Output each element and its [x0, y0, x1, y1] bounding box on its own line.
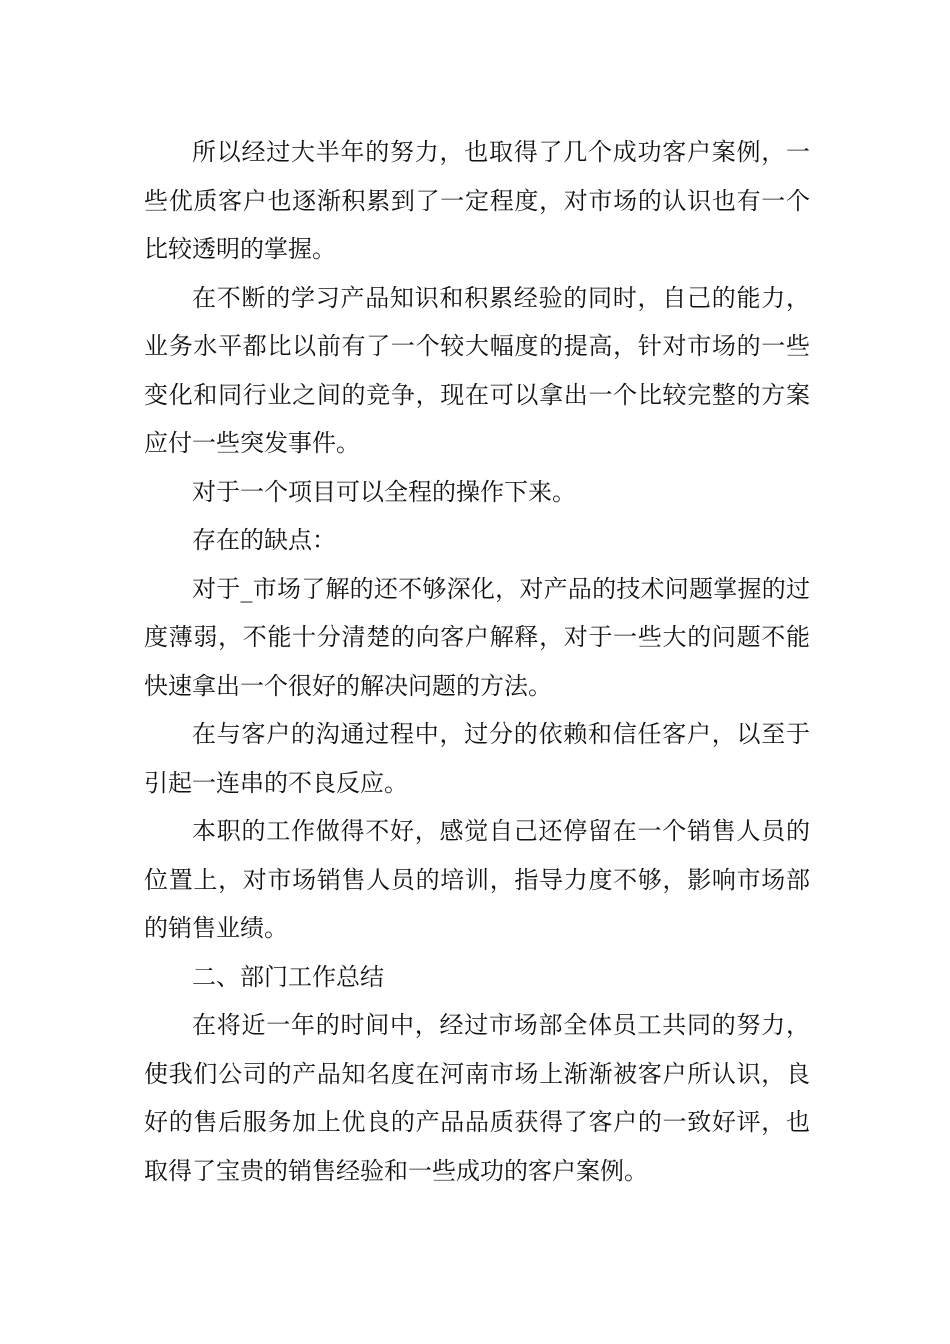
paragraph-shortcomings-heading: 存在的缺点：: [192, 526, 336, 554]
paragraph-ability-improvement: 在不断的学习产品知识和积累经验的同时，自己的能力，业务水平都比以前有了一个较大幅度的提高，针对市场的一些变化和同行业之间的竞争，现在可以拿出一个比较完整的方案应付一些突发事件。: [144, 283, 810, 457]
paragraph-job-performance: 本职的工作做得不好，感觉自己还停留在一个销售人员的位置上，对市场销售人员的培训，指导力度不够，影响市场部的销售业绩。: [144, 817, 810, 942]
paragraph-project-operation: 对于一个项目可以全程的操作下来。: [192, 477, 576, 506]
paragraph-market-understanding: 对于_市场了解的还不够深化，对产品的技术问题掌握的过度薄弱，不能十分清楚的向客户解释，对于一些大的问题不能快速拿出一个很好的解决问题的方法。: [144, 574, 810, 700]
paragraph-success-cases: 所以经过大半年的努力，也取得了几个成功客户案例，一些优质客户也逐渐积累到了一定程度，对市场的认识也有一个比较透明的掌握。: [144, 138, 810, 263]
document-body: [144, 128, 810, 1195]
paragraph-client-communication: 在与客户的沟通过程中，过分的依赖和信任客户，以至于引起一连串的不良反应。: [144, 720, 810, 797]
section-heading-department-summary: 二、部门工作总结: [192, 962, 384, 991]
paragraph-department-achievements: 在将近一年的时间中，经过市场部全体员工共同的努力，使我们公司的产品知名度在河南市场上渐渐被客户所认识，良好的售后服务加上优良的产品品质获得了客户的一致好评，也取得了宝贵的销售经验和一些成功的客户案例。: [144, 1011, 810, 1185]
